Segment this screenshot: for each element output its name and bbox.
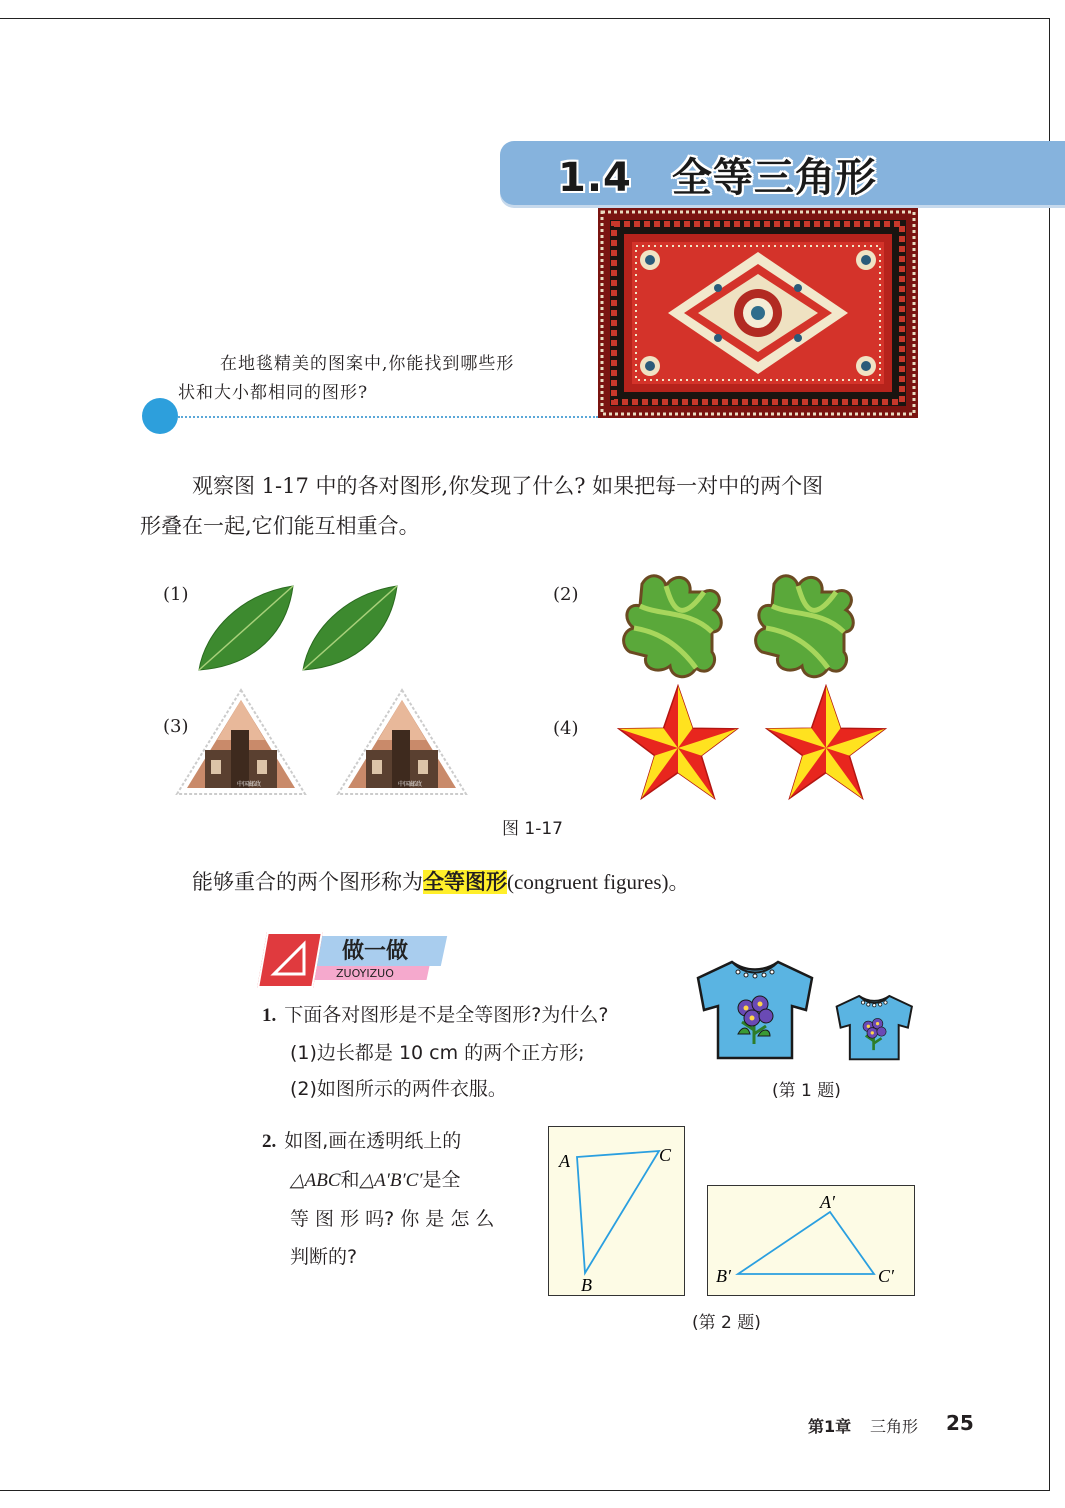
page-frame-right (1049, 18, 1050, 1490)
puzzle-pair (620, 566, 864, 684)
page-frame-top (0, 18, 1050, 19)
carpet-image (598, 208, 918, 418)
exercise-1-item-2: (2)如图所示的两件衣服。 (290, 1078, 507, 1100)
intro-line-1: 在地毯精美的图案中,你能找到哪些形 (220, 354, 515, 374)
figure-label-1: (1) (163, 584, 189, 605)
vertex-a: A (559, 1151, 570, 1171)
stamp-text: 中国邮政 (237, 781, 262, 788)
intro-line-2: 状和大小都相同的图形? (178, 383, 369, 403)
vertex-b-prime: B′ (716, 1266, 731, 1286)
stamp-text: 中国邮政 (398, 781, 423, 788)
footer-chapter-title: 三角形 (870, 1417, 919, 1436)
definition-term: 全等图形 (423, 870, 507, 894)
exercise-2-caption: (第 2 题) (692, 1313, 761, 1333)
definition-after: (congruent figures)。 (507, 870, 690, 894)
triangle-stamp-1 (175, 688, 307, 798)
intro-divider (178, 416, 598, 418)
figure-label-3: (3) (163, 716, 189, 737)
activity-title: 做一做 (342, 939, 409, 964)
section-number: 1.4 (558, 155, 632, 201)
triangle-abc-prime-label: △A′B′C′ (359, 1170, 423, 1191)
shirt-icon-small (837, 996, 912, 1059)
page-number: 25 (946, 1411, 974, 1435)
definition-before: 能够重合的两个图形称为 (192, 870, 423, 894)
page-frame-bottom (0, 1490, 1050, 1491)
shirt-icon-large (698, 962, 812, 1058)
leaf-icon (199, 586, 293, 670)
observe-paragraph (140, 466, 940, 546)
vertex-c-prime: C′ (878, 1266, 894, 1286)
intro-question (178, 350, 578, 408)
exercise-1-text: 下面各对图形是不是全等图形?为什么? (284, 1004, 609, 1026)
exercise-1-question (262, 1000, 608, 1027)
exercise-2-number: 2. (262, 1131, 277, 1152)
triangle-stamp-2 (336, 688, 468, 798)
triangle-abc-label: △ABC (290, 1170, 341, 1191)
triangle-abc (549, 1127, 684, 1295)
section-title (558, 146, 877, 203)
leaf-pair (195, 582, 405, 674)
exercise-2-line-1: 如图,画在透明纸上的 (284, 1130, 462, 1152)
exercise-1-caption: (第 1 题) (772, 1081, 841, 1101)
intro-dot-icon (142, 398, 178, 434)
vertex-a-prime: A′ (820, 1192, 835, 1212)
observe-line-1: 观察图 1-17 中的各对图形,你发现了什么? 如果把每一对中的两个图 (192, 474, 824, 498)
figure-caption: 图 1-17 (502, 819, 563, 839)
puzzle-piece-icon (624, 576, 722, 677)
footer-chapter: 第1章 (808, 1417, 852, 1436)
definition-paragraph (140, 862, 992, 902)
exercise-2-question (262, 1122, 522, 1276)
exercise-2-is: 是全 (422, 1169, 461, 1191)
exercise-2-and: 和 (340, 1169, 360, 1191)
star-icon (619, 686, 737, 798)
star-icon (767, 686, 885, 798)
vertex-b: B (581, 1275, 592, 1295)
vertex-c: C (659, 1145, 672, 1165)
observe-line-2: 形叠在一起,它们能互相重合。 (140, 514, 420, 538)
star-pair (612, 684, 894, 810)
ruler-pencil-icon (270, 940, 308, 978)
exercise-1-item-1: (1)边长都是 10 cm 的两个正方形; (290, 1042, 585, 1064)
shirt-pair (694, 956, 924, 1064)
transparent-paper-1 (548, 1126, 685, 1296)
exercise-1-number: 1. (262, 1005, 277, 1026)
transparent-paper-2 (707, 1185, 915, 1296)
figure-label-4: (4) (553, 718, 579, 739)
puzzle-piece-icon (756, 576, 854, 677)
exercise-2-line-3: 等 图 形 吗? 你 是 怎 么 (290, 1208, 495, 1230)
exercise-2-line-4: 判断的? (290, 1246, 358, 1268)
figure-label-2: (2) (553, 584, 579, 605)
triangle-abc-prime (708, 1186, 914, 1295)
leaf-icon (303, 586, 397, 670)
activity-subtitle: ZUOYIZUO (336, 967, 394, 980)
section-name: 全等三角形 (671, 155, 877, 201)
